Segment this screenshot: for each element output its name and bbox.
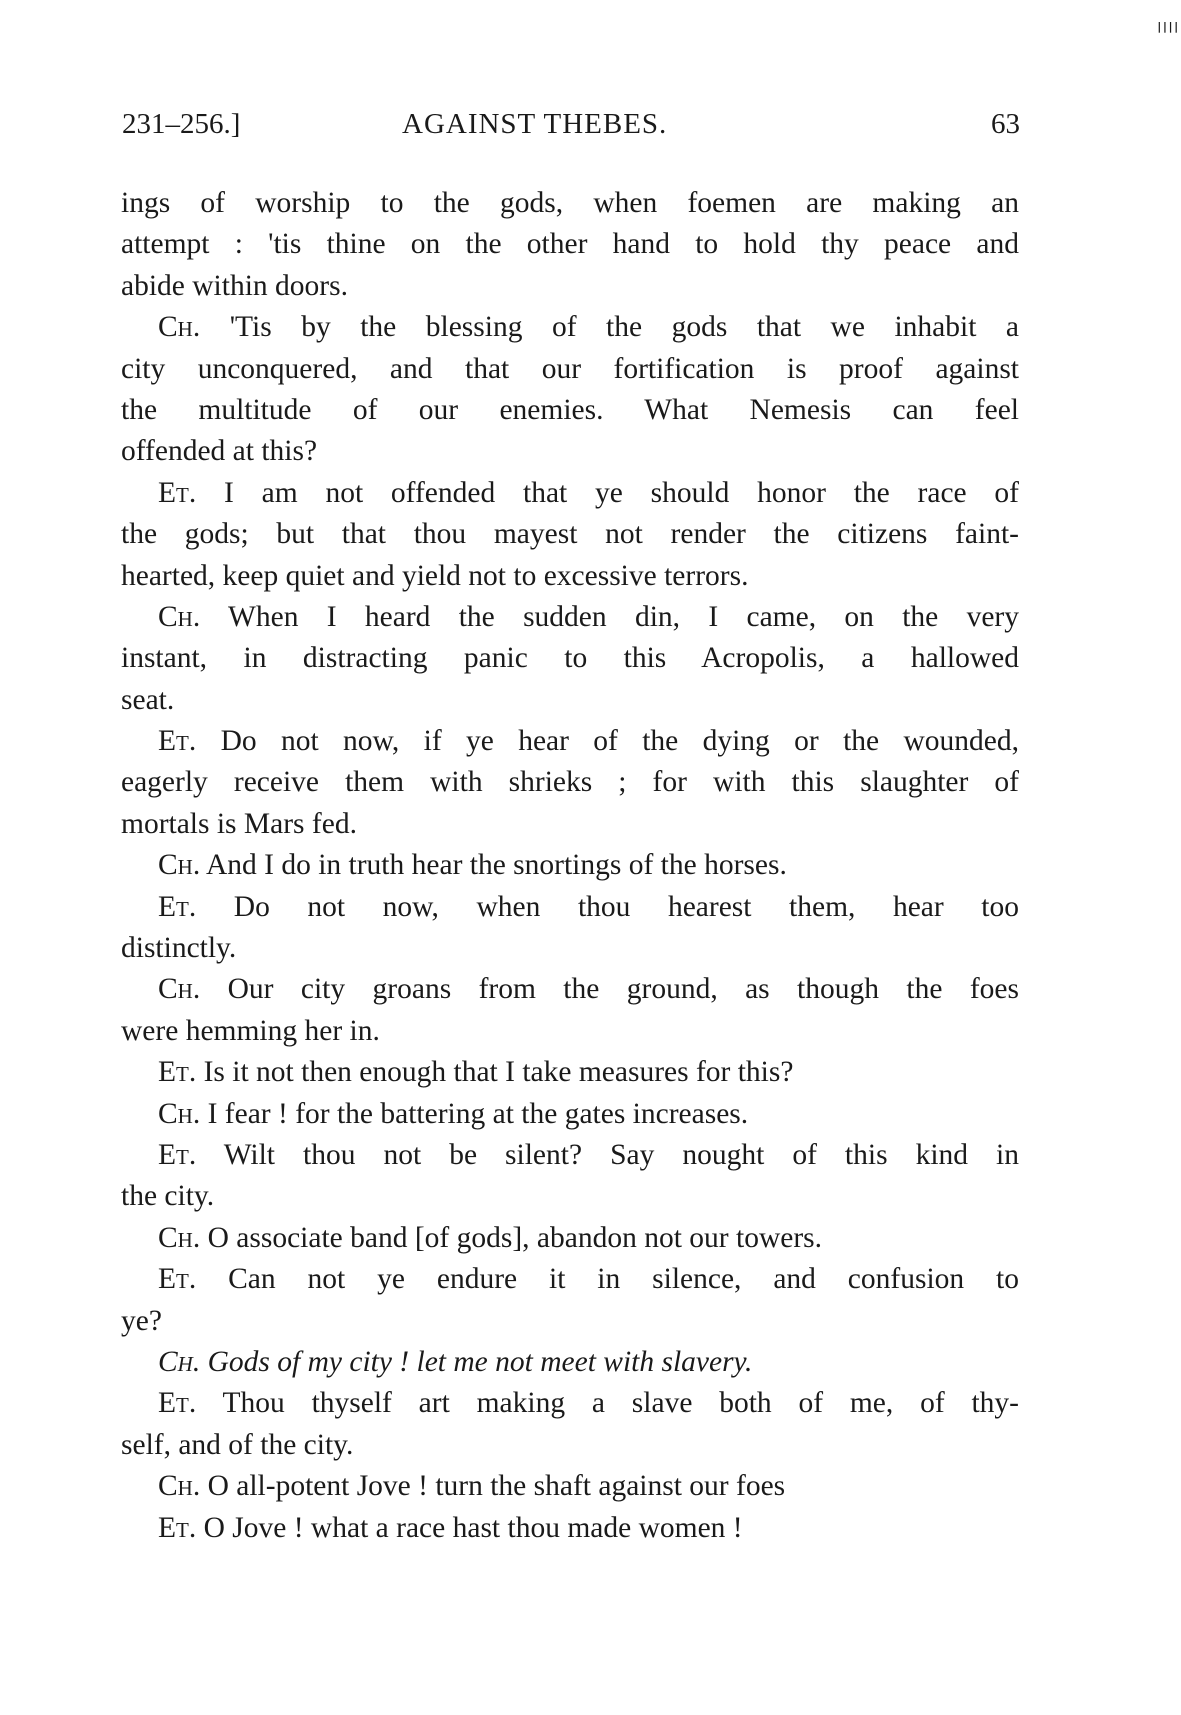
text-line bbox=[121, 1135, 1019, 1176]
text-line bbox=[121, 638, 1019, 679]
line-text: attempt : 'tis thine on the other hand to hold thy peace and bbox=[121, 228, 1019, 261]
speaker-label: Ch. bbox=[158, 1221, 201, 1254]
line-text: O associate band [of gods], abandon not our towers. bbox=[200, 1221, 823, 1254]
line-text: O all-potent Jove ! turn the shaft against our foes bbox=[200, 1470, 786, 1503]
text-line bbox=[121, 804, 1019, 845]
speaker-label: Et. bbox=[158, 1056, 197, 1089]
line-text: the gods; but that thou mayest not render the citizens faint- bbox=[121, 518, 1019, 551]
line-text: I fear ! for the battering at the gates increases. bbox=[200, 1097, 749, 1130]
speaker-label: Ch. bbox=[158, 973, 201, 1006]
text-line bbox=[121, 762, 1019, 803]
text-line bbox=[121, 928, 1019, 969]
line-text: the multitude of our enemies. What Nemesis can feel bbox=[121, 393, 1019, 426]
line-text: the city. bbox=[121, 1180, 215, 1213]
text-line bbox=[121, 1218, 1019, 1259]
text-line bbox=[121, 1383, 1019, 1424]
line-text: Do not now, if ye hear of the dying or the wounded, bbox=[196, 725, 1019, 758]
line-text: mortals is Mars fed. bbox=[121, 807, 357, 840]
speaker-label: Et. bbox=[158, 725, 197, 758]
text-line bbox=[121, 1342, 1019, 1383]
speaker-label: Ch. bbox=[158, 1097, 201, 1130]
page-number: 63 bbox=[991, 108, 1020, 140]
line-text: I am not offended that ye should honor the race of bbox=[196, 476, 1019, 509]
text-line bbox=[121, 1176, 1019, 1217]
line-text: Can not ye endure it in silence, and confusion to bbox=[196, 1263, 1019, 1296]
running-title: AGAINST THEBES. bbox=[402, 108, 668, 140]
line-text: ings of worship to the gods, when foemen are making an bbox=[121, 187, 1019, 219]
text-line bbox=[121, 1508, 1019, 1549]
line-text: distinctly. bbox=[121, 932, 237, 965]
text-line bbox=[121, 1259, 1019, 1300]
text-line bbox=[121, 266, 1019, 307]
line-text: were hemming her in. bbox=[121, 1014, 380, 1047]
line-text: abide within doors. bbox=[121, 269, 348, 302]
text-line bbox=[121, 514, 1019, 555]
line-text: O Jove ! what a race hast thou made women ! bbox=[196, 1511, 743, 1544]
scan-mark: |||| bbox=[1156, 20, 1179, 33]
text-line bbox=[121, 1011, 1019, 1052]
text-line bbox=[121, 1301, 1019, 1342]
line-text: Our city groans from the ground, as though the foes bbox=[200, 973, 1019, 1006]
text-line bbox=[121, 1094, 1019, 1135]
speaker-label: Ch. bbox=[158, 849, 201, 882]
text-line bbox=[121, 1052, 1019, 1093]
line-text: self, and of the city. bbox=[121, 1428, 354, 1461]
page-body bbox=[121, 183, 1019, 1549]
text-line bbox=[121, 183, 1019, 224]
line-text: Thou thyself art making a slave both of me, of thy- bbox=[196, 1387, 1019, 1420]
line-text: seat. bbox=[121, 683, 175, 716]
line-text: And I do in truth hear the snortings of the horses. bbox=[200, 849, 787, 882]
line-text: instant, in distracting panic to this Acropolis, a hallowed bbox=[121, 642, 1019, 675]
text-line bbox=[121, 597, 1019, 638]
line-text: city unconquered, and that our fortification is proof against bbox=[121, 352, 1019, 385]
speaker-label: Ch. bbox=[158, 600, 201, 633]
speaker-label: Ch. bbox=[158, 1345, 201, 1378]
text-line bbox=[121, 556, 1019, 597]
text-line bbox=[121, 887, 1019, 928]
text-line bbox=[121, 969, 1019, 1010]
line-text: hearted, keep quiet and yield not to excessive terrors. bbox=[121, 559, 749, 592]
text-line bbox=[121, 845, 1019, 886]
text-line bbox=[121, 349, 1019, 390]
line-range: 231–256.] bbox=[122, 108, 241, 140]
line-text: offended at this? bbox=[121, 435, 318, 468]
text-line bbox=[121, 224, 1019, 265]
text-line bbox=[121, 1466, 1019, 1507]
speaker-label: Et. bbox=[158, 1263, 197, 1296]
text-line bbox=[121, 307, 1019, 348]
line-text: Wilt thou not be silent? Say nought of this kind in bbox=[196, 1138, 1019, 1171]
text-line bbox=[121, 721, 1019, 762]
speaker-label: Et. bbox=[158, 1511, 197, 1544]
text-line bbox=[121, 431, 1019, 472]
line-text: When I heard the sudden din, I came, on the very bbox=[200, 600, 1019, 633]
speaker-label: Et. bbox=[158, 1138, 197, 1171]
speaker-label: Et. bbox=[158, 890, 197, 923]
speaker-label: Ch. bbox=[158, 311, 201, 344]
speaker-label: Et. bbox=[158, 1387, 197, 1420]
text-line bbox=[121, 390, 1019, 431]
running-header bbox=[122, 108, 1020, 148]
text-line bbox=[121, 680, 1019, 721]
speaker-label: Ch. bbox=[158, 1470, 201, 1503]
line-text: ye? bbox=[121, 1304, 162, 1337]
line-text: 'Tis by the blessing of the gods that we inhabit a bbox=[200, 311, 1019, 344]
line-text: eagerly receive them with shrieks ; for with this slaughter of bbox=[121, 766, 1019, 799]
line-text: Gods of my city ! let me not meet with slavery. bbox=[200, 1345, 753, 1378]
line-text: Is it not then enough that I take measures for this? bbox=[196, 1056, 794, 1089]
text-line bbox=[121, 1425, 1019, 1466]
line-text: Do not now, when thou hearest them, hear too bbox=[196, 890, 1019, 923]
speaker-label: Et. bbox=[158, 476, 197, 509]
text-line bbox=[121, 473, 1019, 514]
